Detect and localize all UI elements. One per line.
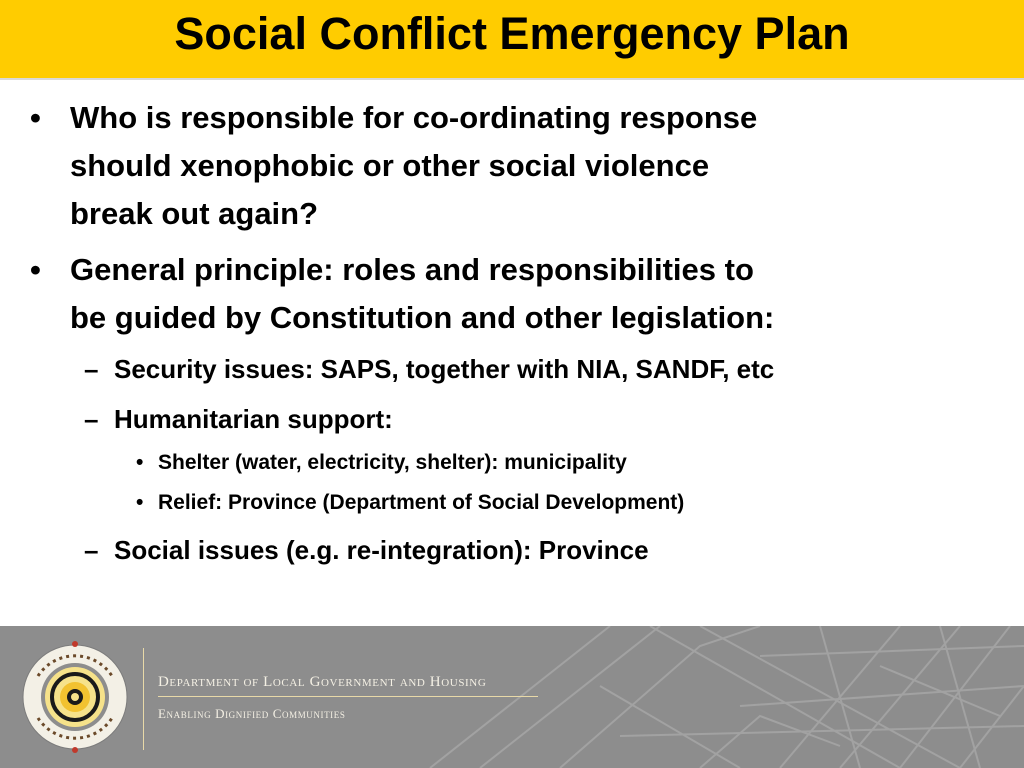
bullet-line: should xenophobic or other social violence <box>70 148 710 183</box>
bullet-line: be guided by Constitution and other legislation: <box>70 300 775 335</box>
sub-sub-bullet-text: Relief: Province (Department of Social Development) <box>158 491 685 514</box>
department-tagline: Enabling Dignified Communities <box>158 706 346 721</box>
sub-bullet-text: Security issues: SAPS, together with NIA, SANDF, etc <box>114 354 775 384</box>
bullet-line: Who is responsible for co-ordinating response <box>70 100 758 135</box>
bullet-marker: • <box>30 252 41 287</box>
bullet-line: break out again? <box>70 196 319 231</box>
sub-bullet-text: Social issues (e.g. re-integration): Province <box>114 535 649 565</box>
bullet-marker: • <box>136 491 144 514</box>
sub-bullet-text: Humanitarian support: <box>114 404 393 434</box>
footer-rule <box>158 696 538 697</box>
department-name: Department of Local Government and Housing <box>158 674 487 690</box>
street-map-pattern <box>0 626 1024 768</box>
bullet-marker: • <box>30 100 41 135</box>
title-divider <box>0 78 1024 80</box>
bullet-marker: • <box>136 451 144 474</box>
sub-sub-bullet-text: Shelter (water, electricity, shelter): municipality <box>158 451 627 474</box>
dash-marker: – <box>84 354 99 384</box>
footer-band <box>0 626 1024 768</box>
title-bar <box>0 0 1024 78</box>
dash-marker: – <box>84 535 99 565</box>
dash-marker: – <box>84 404 99 434</box>
slide-title: Social Conflict Emergency Plan <box>174 8 850 59</box>
footer-divider <box>143 648 144 750</box>
western-cape-seal-icon <box>20 636 130 758</box>
bullet-line: General principle: roles and responsibilities to <box>70 252 754 287</box>
